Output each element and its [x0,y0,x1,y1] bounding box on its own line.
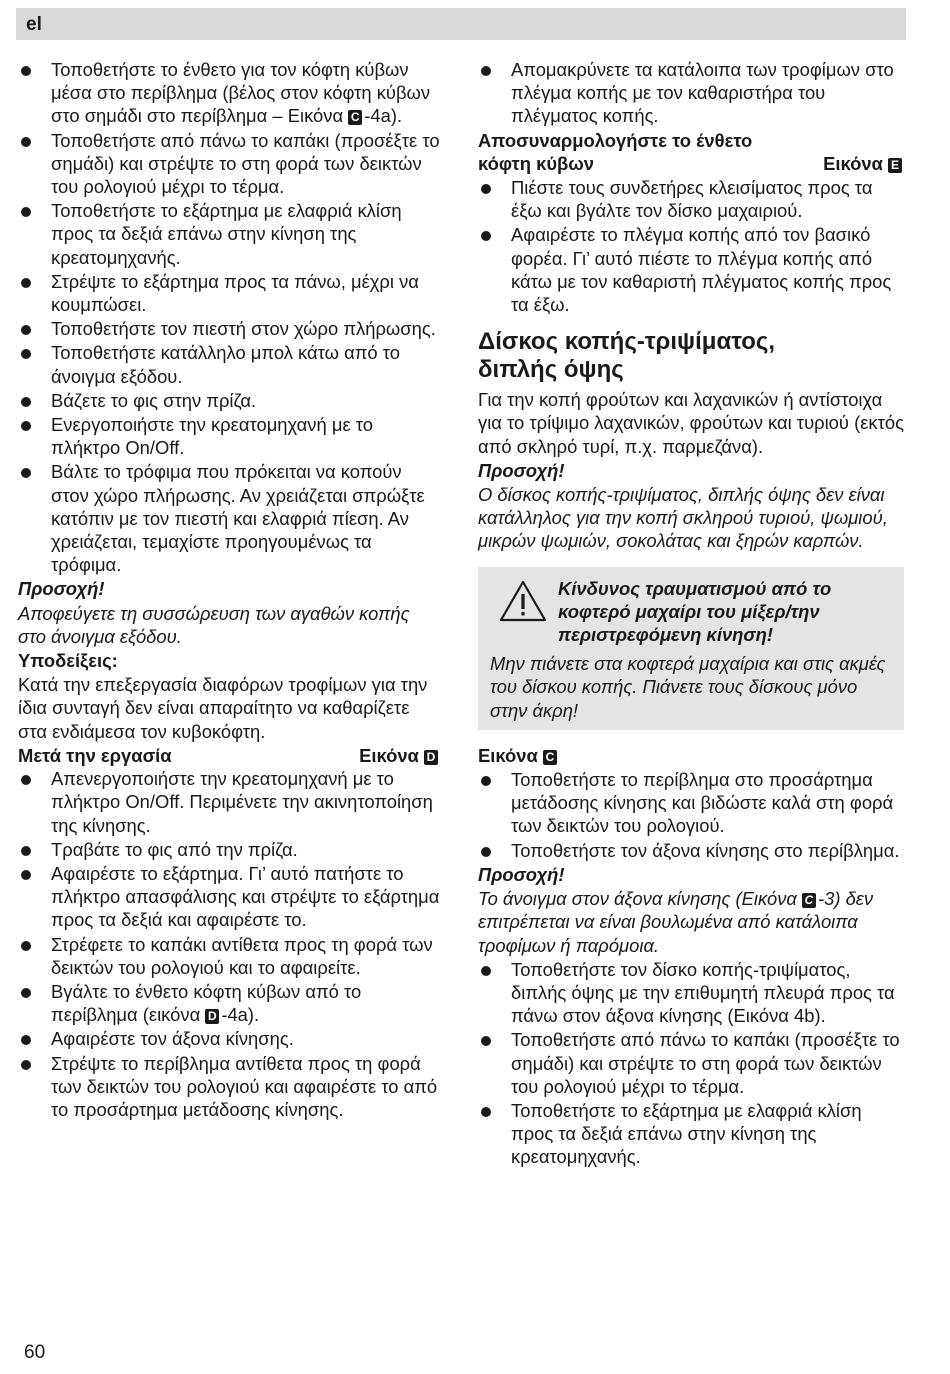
bullet-icon [21,846,31,856]
left-column [18,58,440,1122]
warning-title: Προσοχή! [478,459,565,481]
bullet-icon [21,397,31,407]
tips-title: Υποδείξεις: [18,650,118,672]
figure-c-badge: C [802,893,816,908]
bullet-icon [21,66,31,76]
assembly-steps-list [18,58,440,576]
bullet-icon [21,421,31,431]
bullet-icon [21,1060,31,1070]
bullet-icon [21,988,31,998]
after-work-figure-ref: Εικόνα D [359,744,440,767]
list-item: Τοποθετήστε κατάλληλο μπολ κάτω από το άνοιγμα εξόδου. [18,341,440,387]
bullet-icon [21,325,31,335]
disassemble-title-line1: Αποσυναρμολογήστε το ένθετο [478,129,753,151]
list-item: Αφαιρέστε το πλέγμα κοπής από τον βασικό φορέα. Γι’ αυτό πιέστε το πλέγμα κοπής από κάτω με τον καθαριστή πλέγματος κοπής προς τα έξω. [478,223,904,316]
section-intro: Για την κοπή φρούτων και λαχανικών ή αντίστοιχα για το τρίψιμο λαχανικών, φρούτων και τυριού (εκτός από σκληρό τυρί, π.χ. παρμεζάνα). [478,389,904,457]
disc-steps-list [478,958,904,1169]
section-title: Δίσκος κοπής-τριψίματος, διπλής όψης [478,328,776,384]
list-item: Πιέστε τους συνδετήρες κλεισίματος προς τα έξω και βγάλτε τον δίσκο μαχαιριού. [478,176,904,222]
bullet-icon [481,1036,491,1046]
warning-text: Αποφεύγετε τη συσσώρευση των αγαθών κοπής στο άνοιγμα εξόδου. [18,602,410,647]
list-item: Τοποθετήστε τον άξονα κίνησης στο περίβλημα. [478,839,904,862]
list-item: Τοποθετήστε από πάνω το καπάκι (προσέξτε το σημάδι) και στρέψτε το στη φορά των δεικτών του ρολογιού μέχρι το τέρμα. [478,1028,904,1098]
list-item: Βγάλτε το ένθετο κόφτη κύβων από το περίβλημα (εικόνα D -4a). [18,980,440,1026]
bullet-icon [21,278,31,288]
list-item: Τοποθετήστε το περίβλημα στο προσάρτημα μετάδοσης κίνησης και βιδώστε καλά στη φορά των δεικτών του ρολογιού. [478,768,904,838]
danger-box [478,567,904,730]
disassemble-heading [478,129,904,175]
figure-c-heading: Εικόνα C [478,744,904,767]
list-item: Τοποθετήστε από πάνω το καπάκι (προσέξτε το σημάδι) και στρέψτε το στη φορά των δεικτών του ρολογιού μέχρι το τέρμα. [18,129,440,199]
list-item: Αφαιρέστε τον άξονα κίνησης. [18,1027,440,1050]
after-work-title: Μετά την εργασία [18,744,172,766]
bullet-icon [481,776,491,786]
bullet-icon [21,775,31,785]
list-item: Τραβάτε το φις από την πρίζα. [18,838,440,861]
disassemble-steps-list [478,176,904,316]
list-item: Βάλτε το τρόφιμα που πρόκειται να κοπούν στον χώρο πλήρωσης. Αν χρειάζεται σπρώξτε κατόπιν με τον πιεστή και ελαφριά πίεση. Αν χρειάζεται, τεμαχίστε προηγουμένως τα τρόφιμα. [18,460,440,576]
bullet-icon [481,847,491,857]
disassemble-title-line2: κόφτη κύβων [478,152,595,174]
after-work-heading [18,744,440,767]
list-item: Τοποθετήστε το εξάρτημα με ελαφριά κλίση προς τα δεξιά επάνω στην κίνηση της κρεατομηχανής. [18,199,440,269]
figure-c-badge: C [543,750,557,765]
list-item: Απομακρύνετε τα κατάλοιπα των τροφίμων στο πλέγμα κοπής με τον καθαριστήρα του πλέγματος κοπής. [478,58,904,128]
figure-d-badge: D [205,1009,219,1024]
figure-c-badge: C [348,110,362,125]
bullet-icon [481,184,491,194]
bullet-icon [21,349,31,359]
list-item: Απενεργοποιήστε την κρεατομηχανή με το πλήκτρο On/Off. Περιμένετε την ακινητοποίηση της κίνησης. [18,767,440,837]
warning-text: Το άνοιγμα στον άξονα κίνησης (Εικόνα C -3) δεν επιτρέπεται να είναι βουλωμένα από κατάλοιπα τροφίμων ή παρόμοια. [478,888,874,956]
list-item: Τοποθετήστε το ένθετο για τον κόφτη κύβων μέσα στο περίβλημα (βέλος στον κόφτη κύβων στο σημάδι στο περίβλημα – Εικόνα C -4a). [18,58,440,128]
danger-text: Μην πιάνετε στα κοφτερά μαχαίρια και στις ακμές του δίσκου κοπής. Πιάνετε τους δίσκους μόνο στην άκρη! [490,653,886,721]
figure-d-badge: D [424,750,438,765]
language-code: el [26,14,42,35]
list-item: Τοποθετήστε τον δίσκο κοπής-τριψίματος, διπλής όψης με την επιθυμητή πλευρά προς τα πάνω στον άξονα κίνησης (Εικόνα 4b). [478,958,904,1028]
list-item: Βάζετε το φις στην πρίζα. [18,389,440,412]
mounting-steps-list [478,768,904,862]
right-column [478,58,904,1170]
bullet-icon [21,941,31,951]
bullet-icon [481,966,491,976]
danger-title: Κίνδυνος τραυματισμού από το κοφτερό μαχαίρι του μίξερ/την περιστρεφόμενη κίνηση! [558,577,832,646]
page-number: 60 [24,1342,46,1363]
list-item: Στρέψτε το εξάρτημα προς τα πάνω, μέχρι να κουμπώσει. [18,270,440,316]
bullet-icon [21,1035,31,1045]
bullet-icon [481,66,491,76]
list-item: Αφαιρέστε το εξάρτημα. Γι’ αυτό πατήστε το πλήκτρο απασφάλισης και στρέψτε το εξάρτημα προς τα δεξιά και αφαιρέστε το. [18,862,440,932]
bullet-icon [481,231,491,241]
warning-text: Ο δίσκος κοπής-τριψίματος, διπλής όψης δεν είναι κατάλληλος για την κοπή σκληρού τυριού, ψωμιού, μικρών ψωμιών, σοκολάτας και ξηρών καρπών. [478,484,888,552]
warning-title: Προσοχή! [18,578,105,600]
list-item: Τοποθετήστε το εξάρτημα με ελαφριά κλίση προς τα δεξιά επάνω στην κίνηση της κρεατομηχανής. [478,1099,904,1169]
cleaning-steps-list [478,58,904,128]
bullet-icon [21,137,31,147]
tips-text: Κατά την επεξεργασία διαφόρων τροφίμων για την ίδια συνταγή δεν είναι απαραίτητο να καθαρίζετε στα ενδιάμεσα τον κυβοκόφτη. [18,674,428,742]
disassemble-figure-ref: Εικόνα E [823,152,904,175]
language-header-bar [16,8,906,40]
bullet-icon [21,468,31,478]
figure-e-badge: E [888,158,902,173]
bullet-icon [481,1107,491,1117]
list-item: Στρέφετε το καπάκι αντίθετα προς τη φορά των δεικτών του ρολογιού και το αφαιρείτε. [18,933,440,979]
list-item: Τοποθετήστε τον πιεστή στον χώρο πλήρωσης. [18,317,440,340]
bullet-icon [21,207,31,217]
warning-title: Προσοχή! [478,863,565,885]
list-item: Ενεργοποιήστε την κρεατομηχανή με το πλήκτρο On/Off. [18,413,440,459]
bullet-icon [21,870,31,880]
list-item: Στρέψτε το περίβλημα αντίθετα προς τη φορά των δεικτών του ρολογιού και αφαιρέστε το από το προσάρτημα μετάδοσης κίνησης. [18,1052,440,1122]
after-work-steps-list [18,767,440,1121]
warning-triangle-icon [498,579,548,623]
